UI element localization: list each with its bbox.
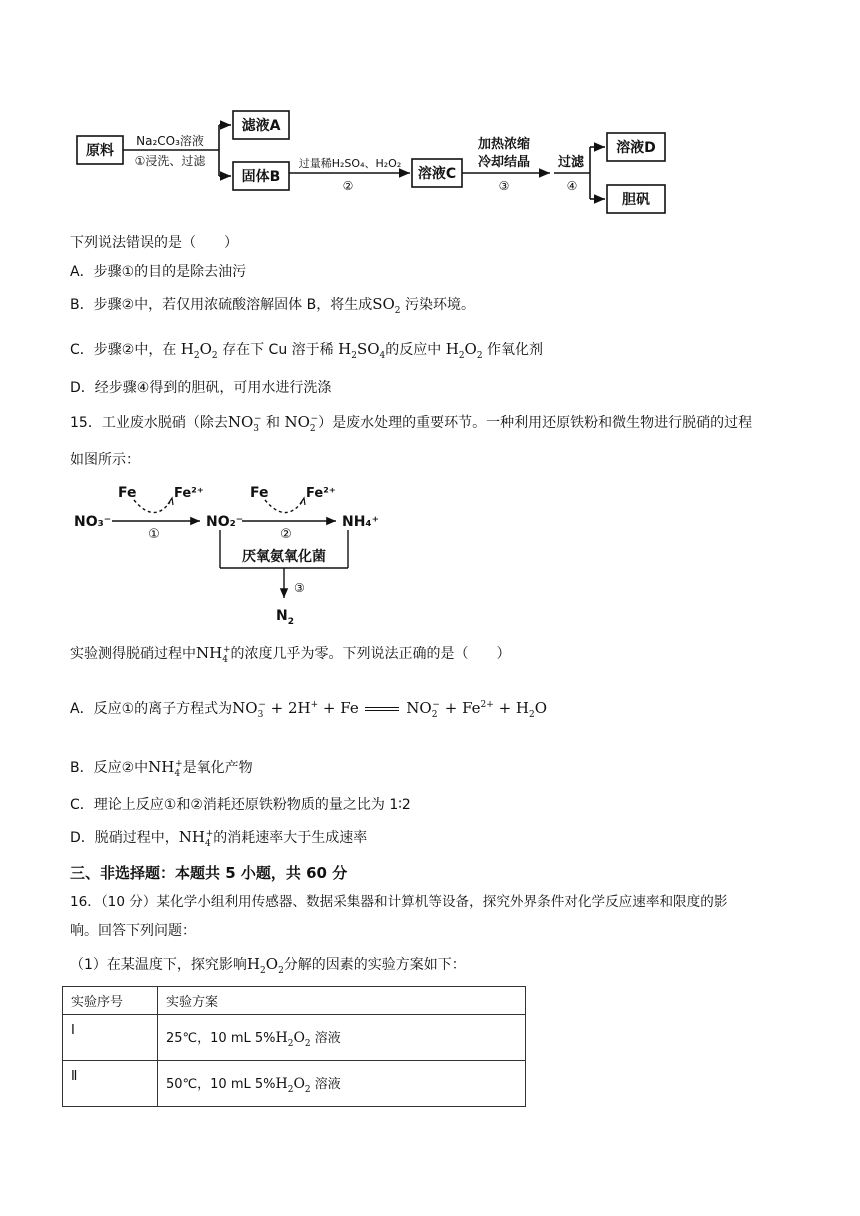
denitrification-diagram	[60, 472, 400, 604]
q15-a-pre: A．反应①的离子方程式为	[70, 701, 233, 717]
label-arrow4-bottom: ④	[566, 179, 578, 193]
q16-line2: 响。回答下列问题：	[70, 923, 196, 939]
label-arrow1-top: Na₂CO₃溶液	[136, 134, 204, 148]
table-row	[63, 1061, 526, 1107]
q15-b-post: 是氧化产物	[182, 760, 253, 776]
table-cell-no: Ⅱ	[63, 1061, 158, 1107]
fig-fe2plus1: Fe²⁺	[174, 486, 204, 501]
q15-stem-and: 和	[266, 415, 280, 431]
label-danfan: 胆矾	[622, 192, 650, 208]
label-solution-d: 溶液D	[616, 140, 656, 156]
q15-option-b: B．反应②中$NH_4^+$是氧化产物	[70, 758, 253, 779]
q14-option-c: C．步骤②中，在 $H_2O_2$ 存在下 Cu 溶于稀 $H_2SO_4$的反应中 $H_2O_2$ 作氧化剂	[70, 340, 544, 361]
table-row	[63, 1015, 526, 1061]
q14-c-pre: C．步骤②中，在	[70, 342, 177, 358]
q16-sub1-pre: （1）在某温度下，探究影响	[70, 957, 247, 973]
fig-fe2: Fe	[250, 485, 269, 501]
fig-n2-label: $N_2$	[276, 608, 294, 627]
label-arrow3-top1: 加热浓缩	[477, 137, 531, 152]
q15-option-a: A．反应①的离子方程式为$NO_3^- + 2H^+ + Fe$ $NO_2^- + Fe^{2+} + H_2O$	[70, 699, 548, 720]
label-solid-b: 固体B	[241, 169, 281, 185]
table-cell-no: Ⅰ	[63, 1015, 158, 1061]
q15-exp-post: 的浓度几乎为零。下列说法正确的是（ ）	[230, 646, 511, 662]
q14-option-d: D．经步骤④得到的胆矾，可用水进行洗涤	[70, 380, 332, 396]
table-header-plan: 实验方案	[158, 987, 526, 1015]
process-flow-diagram	[0, 95, 860, 220]
table-cell-plan: 25℃，10 mL $5\%H_2O_2$ 溶液	[158, 1015, 526, 1061]
q15-stem: 15．工业废水脱硝（除去$NO_3^-$ 和 $NO_2^-$）是废水处理的重要环节。一种利用还原铁粉和微生物进行脱硝的过程	[70, 413, 753, 434]
plan-pre: 50℃，10 mL 5%	[166, 1076, 276, 1092]
q14-option-b	[70, 294, 475, 316]
table-cell-plan: 50℃，10 mL $5\%H_2O_2$ 溶液	[158, 1061, 526, 1107]
q14-b-pre: B．步骤②中，若仅用浓硫酸溶解固体 B，将生成	[70, 297, 373, 313]
fig-fe1: Fe	[118, 485, 137, 501]
table-header-no: 实验序号	[63, 987, 158, 1015]
q15-stem-post: ）是废水处理的重要环节。一种利用还原铁粉和微生物进行脱硝的过程	[318, 415, 753, 431]
q14-c-mid1: 存在下 Cu 溶于稀	[222, 342, 334, 358]
fig-nh4: NH₄⁺	[342, 514, 379, 530]
plan-post: 溶液	[314, 1076, 341, 1092]
label-arrow3-bottom: ③	[498, 179, 510, 193]
fig-bacteria: 厌氧氨氧化菌	[242, 549, 326, 565]
q15-option-d: D．脱硝过程中，$NH_4^+$的消耗速率大于生成速率	[70, 828, 368, 849]
fig-step3: ③	[294, 581, 305, 595]
fig-no2: NO₂⁻	[206, 514, 244, 530]
plan-pre: 25℃，10 mL 5%	[166, 1030, 276, 1046]
q15-option-c: C．理论上反应①和②消耗还原铁粉物质的量之比为 1∶2	[70, 797, 411, 813]
q14-c-post: 作氧化剂	[487, 342, 544, 358]
label-solution-c: 溶液C	[417, 166, 457, 182]
q16-sub1: （1）在某温度下，探究影响$H_2O_2$分解的因素的实验方案如下：	[70, 955, 466, 976]
fig-no3: NO₃⁻	[74, 514, 112, 530]
q14-b-post: 污染环境。	[400, 297, 475, 313]
q14-c-mid2: 的反应中	[385, 342, 442, 358]
q15-exp-pre: 实验测得脱硝过程中	[70, 646, 196, 662]
label-arrow2-bottom: ②	[342, 179, 354, 193]
q15-d-post: 的消耗速率大于生成速率	[213, 830, 368, 846]
q14-b-so: SO	[372, 295, 395, 313]
label-arrow3-top2: 冷却结晶	[477, 155, 531, 170]
label-raw: 原料	[86, 143, 114, 159]
q15-b-pre: B．反应②中	[70, 760, 149, 776]
q15-stem-pre: 15．工业废水脱硝（除去	[70, 415, 228, 431]
q15-d-pre: D．脱硝过程中，	[70, 830, 179, 846]
q16-sub1-post: 分解的因素的实验方案如下：	[283, 957, 466, 973]
q14-stem: 下列说法错误的是（ ）	[70, 235, 238, 251]
q16-line1: 16．（10 分）某化学小组利用传感器、数据采集器和计算机等设备，探究外界条件对化学反应速率和限度的影	[70, 894, 728, 910]
label-arrow2-top: 过量稀H₂SO₄、H₂O₂	[298, 157, 402, 170]
q14-b-sub: 2	[394, 305, 401, 316]
q15-stem-line2: 如图所示：	[70, 452, 140, 468]
fig-step2: ②	[280, 527, 292, 542]
table-header-row	[63, 987, 526, 1015]
label-arrow4-top: 过滤	[557, 155, 585, 170]
q15-experiment: 实验测得脱硝过程中$NH_4^+$的浓度几乎为零。下列说法正确的是（ ）	[70, 644, 511, 665]
label-filtrate-a: 滤液A	[241, 118, 281, 134]
experiment-plan-table	[62, 986, 526, 1107]
plan-post: 溶液	[314, 1030, 341, 1046]
section-3-heading: 三、非选择题：本题共 5 小题，共 60 分	[70, 864, 348, 882]
q14-option-a: A．步骤①的目的是除去油污	[70, 264, 247, 280]
label-arrow1-bottom: ①浸洗、过滤	[134, 154, 206, 168]
fig-fe2plus2: Fe²⁺	[306, 486, 336, 501]
fig-step1: ①	[148, 527, 160, 542]
